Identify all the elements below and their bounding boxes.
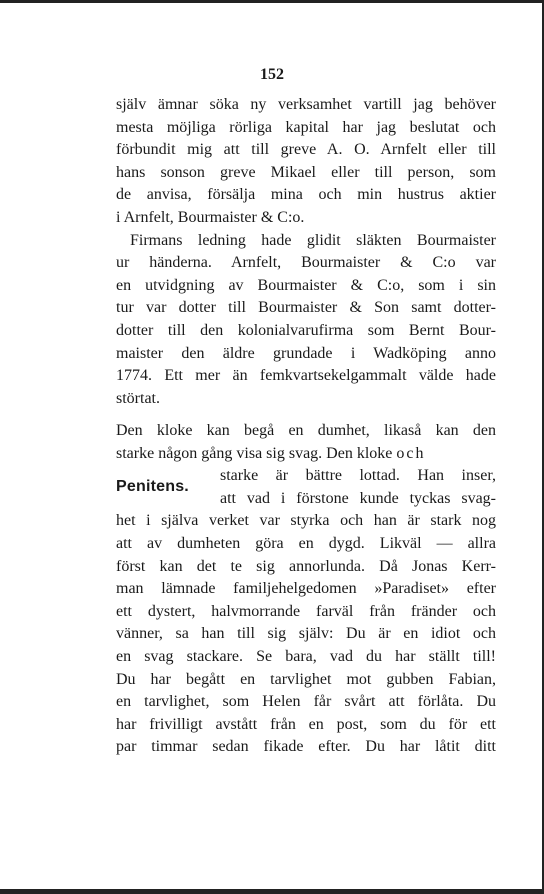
text-line: maister den äldre grundade i Wadköping anno	[116, 344, 496, 362]
text-line: en svag stackare. Se bara, vad du har ställt till!	[116, 647, 496, 665]
text-line: störtat.	[116, 389, 160, 407]
text-line: själv ämnar söka ny verksamhet vartill jag behöver	[116, 96, 496, 113]
marginal-heading: Penitens.	[116, 478, 189, 495]
text-line: ett dystert, halvmorrande farväl från fränder och	[116, 602, 496, 620]
text-fragment: starke någon gång visa sig svag. Den kloke	[116, 444, 393, 462]
text-line: de anvisa, försälja mina och min hustrus aktier	[116, 186, 496, 204]
text-line: het i själva verket var styrka och han är stark nog	[116, 512, 496, 530]
spaced-word: och	[396, 444, 426, 462]
text-line: par timmar sedan fikade efter. Du har låtit ditt	[116, 738, 496, 756]
text-line	[116, 443, 496, 466]
text-line: man lämnade familjehelgedomen »Paradiset» efter	[116, 580, 496, 598]
text-line: en utvidgning av Bourmaister & C:o, som i sin	[116, 276, 496, 294]
text-line: Den kloke kan begå en dumhet, likaså kan den	[116, 422, 496, 439]
paragraph-2	[116, 230, 496, 411]
text-line: 1774. Ett mer än femkvartsekelgammalt välde hade	[116, 367, 496, 385]
scan-border-bottom	[0, 889, 544, 894]
text-line: först kan det te sig annorlunda. Då Jonas Kerr-	[116, 557, 496, 575]
text-line: Du har begått en tarvlighet mot gubben Fabian,	[116, 670, 496, 688]
text-line: tur var dotter till Bourmaister & Son samt dotter-	[116, 299, 496, 317]
text-line: dotter till den kolonialvarufirma som Bernt Bour-	[116, 321, 496, 339]
text-line: Firmans ledning hade glidit släkten Bourmaister	[130, 231, 496, 249]
text-line: vänner, sa han till sig själv: Du är en idiot och	[116, 625, 496, 643]
text-line: har frivilligt avstått från en post, som du för ett	[116, 715, 496, 733]
text-line: att av dumheten göra en dygd. Likväl — allra	[116, 534, 496, 552]
text-line-beside-heading: starke är bättre lottad. Han inser,	[220, 467, 496, 485]
text-line: mesta möjliga rörliga kapital har jag beslutat och	[116, 118, 496, 136]
text-line: ur händerna. Arnfelt, Bourmaister & C:o var	[116, 254, 496, 272]
scan-border-top	[0, 0, 544, 3]
text-line: i Arnfelt, Bourmaister & C:o.	[116, 208, 305, 226]
text-line: hans sonson greve Mikael eller till person, som	[116, 163, 496, 181]
text-line-beside-heading: att vad i förstone kunde tyckas svag-	[220, 489, 496, 507]
paragraph-1	[116, 94, 496, 230]
section-body	[116, 510, 496, 759]
page-number: 152	[260, 66, 284, 83]
section-opening	[116, 420, 496, 465]
text-line: förbundit mig att till greve A. O. Arnfelt eller till	[116, 141, 496, 159]
text-line: en tarvlighet, som Helen får svårt att förlåta. Du	[116, 693, 496, 711]
